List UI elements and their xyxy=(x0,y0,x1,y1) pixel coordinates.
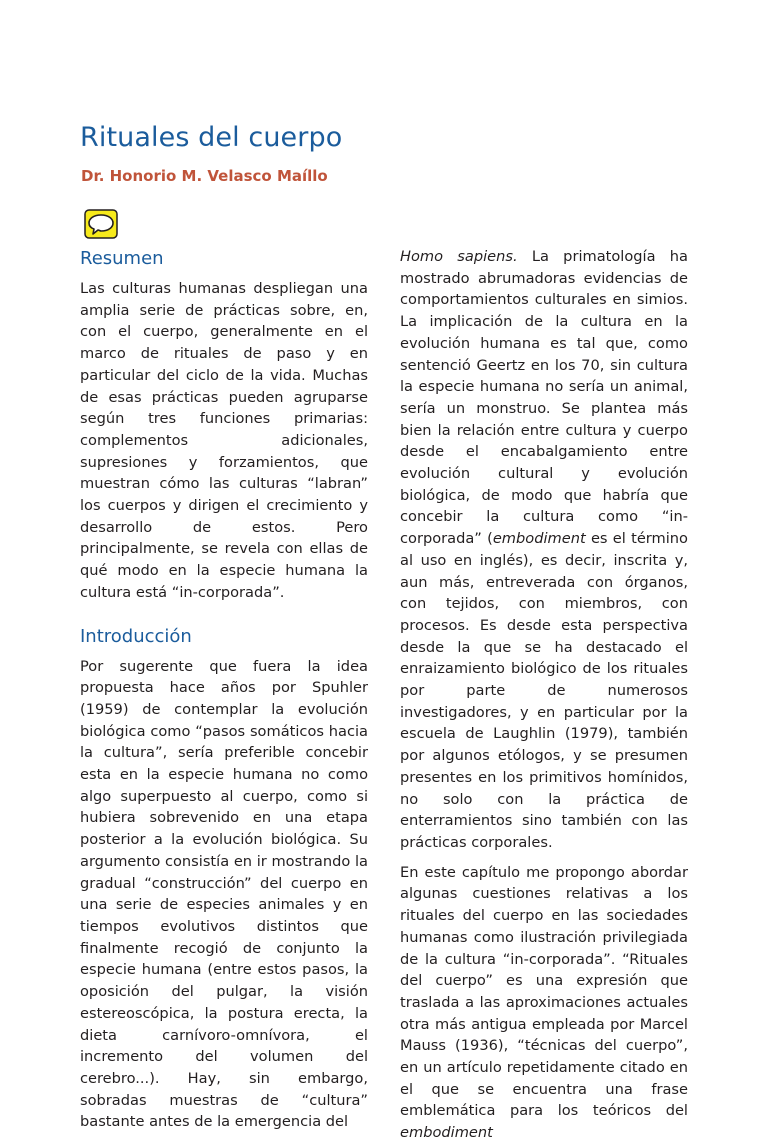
left-column xyxy=(80,246,368,1133)
section-heading-introduccion: Introducción xyxy=(80,625,192,647)
introduccion-paragraph: Por sugerente que fuera la idea propuesta hace años por Spuhler (1959) de contemplar la evolución biológica como “pasos somáticos hacia la cultura”, sería preferible concebir esta en la especie humana no como algo superpuesto al cuerpo, como si hubiera sobrevenido en una etapa posterior a la evolución biológica. Su argumento consistía en ir mostrando la gradual “construcción” del cuerpo en una serie de especies animales y en tiempos evolutivos distintos que finalmente recogió de conjunto la especie humana (entre estos pasos, la oposición del pulgar, la visión estereoscópica, la postura erecta, la dieta carnívoro-omnívora, el incremento del volumen del cerebro...). Hay, sin embargo, sobradas muestras de “cultura” bastante antes de la emergencia del xyxy=(80,657,368,1131)
paragraph-text: En este capítulo me propongo abordar algunas cuestiones relativas a los rituales del cuerpo en las sociedades humanas como ilustración privilegiada de la cultura “in-corporada”. “Rituales del cuerpo” es una expresión que traslada a las aproximaciones actuales otra más antigua empleada por Marcel Mauss (1936), “técnicas del cuerpo”, en un artículo repetidamente citado en el que se encuentra una frase emblemática para los teóricos del xyxy=(400,863,688,1120)
section-heading-resumen: Resumen xyxy=(80,248,164,269)
term-embodiment: embodiment xyxy=(400,1124,493,1142)
article-author: Dr. Honorio M. Velasco Maíllo xyxy=(81,167,328,185)
term-embodiment: embodiment xyxy=(492,530,586,548)
resumen-paragraph: Las culturas humanas despliegan una amplia serie de prácticas sobre, en, con el cuerpo, generalmente en el marco de rituales de paso y en particular del ciclo de la vida. Muchas de esas prácticas pueden agruparse según tres funciones primarias: complementos adicionales, supresiones y forzamientos, que muestran cómo las culturas “labran” los cuerpos y dirigen el crecimiento y desarrollo de estos. Pero principalmente, se revela con ellas de qué modo en la especie humana la cultura está “in-corporada”. xyxy=(80,280,368,601)
paragraph-text: La primatología ha mostrado abrumadoras evidencias de comportamientos culturales en simios. La implicación de la cultura en la evolución humana es tal que, como sentenció Geertz en los 70, sin cultura la especie humana no sería un animal, sería un monstruo. Se plantea más bien la relación entre cultura y cuerpo desde el encabalgamiento entre evolución cultural y evolución biológica, de modo que habría que concebir la cultura como “in-corporada” ( xyxy=(400,248,688,548)
species-name: Homo sapiens. xyxy=(400,248,518,265)
article-title: Rituales del cuerpo xyxy=(80,122,343,153)
right-column xyxy=(400,246,688,1144)
speech-note-icon-graphic xyxy=(84,209,118,239)
speech-note-icon[interactable] xyxy=(84,209,118,239)
body-paragraph xyxy=(400,862,688,1144)
paragraph-text: es el término al uso en inglés), es decir, inscrita y, aun más, entreverada con órganos, con tejidos, con miembros, con procesos. Es desde esta perspectiva desde la que se ha destacado el enraizamiento biológico de los rituales por parte de numerosos investigadores, y en particular por la escuela de Laughlin (1979), también por algunos etólogos, y se presumen presentes en los primitivos homínidos, no solo con la práctica de enterramientos sino también con las prácticas corporales. xyxy=(400,530,688,851)
body-paragraph xyxy=(400,246,688,854)
